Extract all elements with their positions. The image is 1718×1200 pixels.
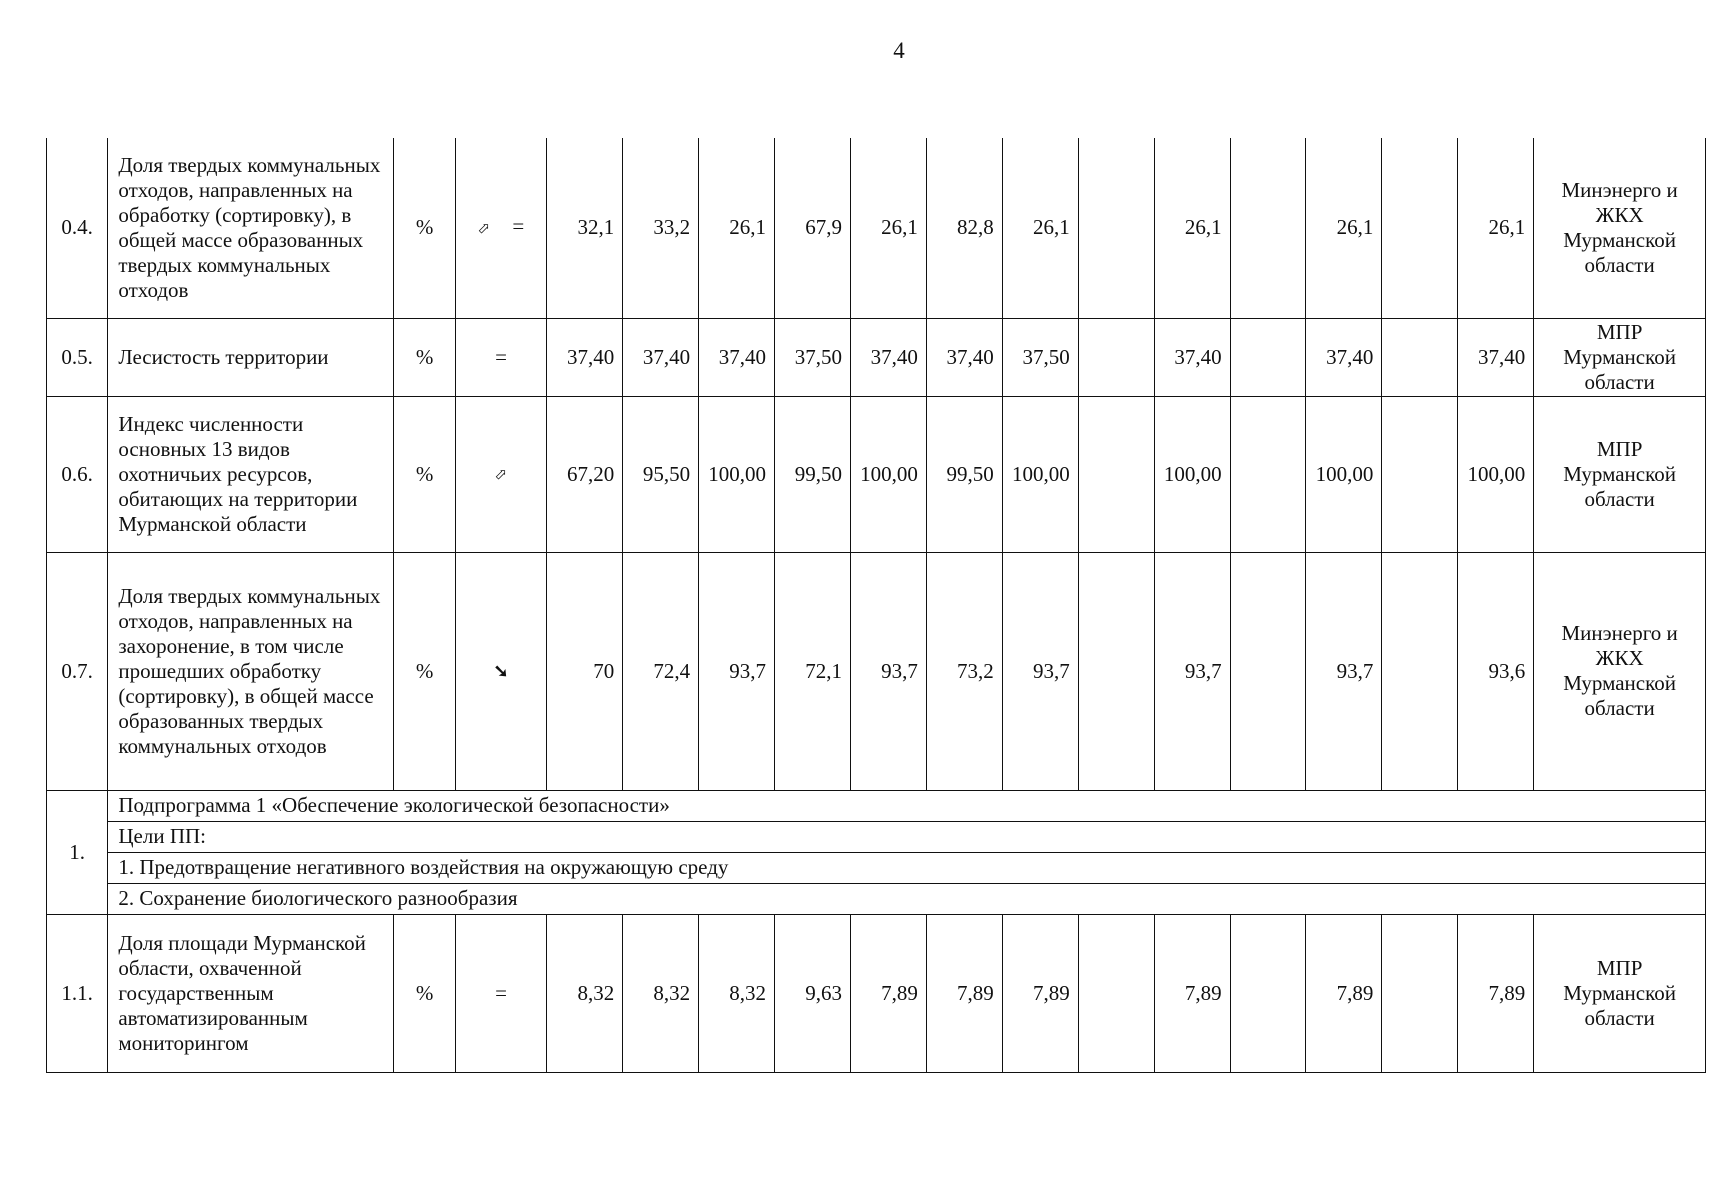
subprogram-row [47, 821, 1706, 852]
value-cell: 37,40 [850, 318, 926, 396]
value-cell [1382, 318, 1458, 396]
subprogram-row [47, 883, 1706, 914]
value-cell: 72,4 [623, 552, 699, 790]
indicator-name: Индекс численности основных 13 видов охотничьих ресурсов, обитающих на территории Мурманской области [108, 396, 394, 552]
value-cell: 37,40 [1306, 318, 1382, 396]
up-right-arrow-icon: ⬀ [477, 220, 491, 237]
value-cell: 32,1 [547, 138, 623, 318]
trend-equal-sign: = [495, 344, 507, 369]
value-cell [1078, 552, 1154, 790]
row-number: 0.7. [47, 552, 108, 790]
value-cell: 37,40 [926, 318, 1002, 396]
value-cell: 93,7 [699, 552, 775, 790]
value-cell: 26,1 [699, 138, 775, 318]
row-number: 1.1. [47, 914, 108, 1072]
value-cell [1382, 914, 1458, 1072]
subprogram-number: 1. [47, 790, 108, 914]
value-cell: 100,00 [1306, 396, 1382, 552]
value-cell: 100,00 [850, 396, 926, 552]
value-cell: 7,89 [1458, 914, 1534, 1072]
indicators-table [46, 138, 1706, 1073]
value-cell: 82,8 [926, 138, 1002, 318]
value-cell: 37,50 [775, 318, 851, 396]
value-cell: 26,1 [850, 138, 926, 318]
table-row [47, 552, 1706, 790]
value-cell: 37,40 [1458, 318, 1534, 396]
value-cell: 37,40 [699, 318, 775, 396]
value-cell [1078, 914, 1154, 1072]
value-cell: 70 [547, 552, 623, 790]
value-cell: 26,1 [1154, 138, 1230, 318]
value-cell: 9,63 [775, 914, 851, 1072]
table-row [47, 396, 1706, 552]
value-cell: 72,1 [775, 552, 851, 790]
value-cell [1382, 552, 1458, 790]
value-cell: 100,00 [1154, 396, 1230, 552]
value-cell: 26,1 [1002, 138, 1078, 318]
value-cell [1382, 396, 1458, 552]
value-cell: 37,40 [1154, 318, 1230, 396]
value-cell [1230, 138, 1306, 318]
responsible-org: Минэнерго и ЖКХ Мурманской области [1534, 138, 1706, 318]
value-cell: 8,32 [623, 914, 699, 1072]
row-number: 0.5. [47, 318, 108, 396]
responsible-org: МПР Мурманской области [1534, 318, 1706, 396]
row-number: 0.4. [47, 138, 108, 318]
value-cell [1230, 396, 1306, 552]
trend-cell [455, 318, 547, 396]
value-cell: 37,50 [1002, 318, 1078, 396]
subprogram-row [47, 852, 1706, 883]
table-row [47, 914, 1706, 1072]
indicator-name: Доля площади Мурманской области, охваченной государственным автоматизированным мониторингом [108, 914, 394, 1072]
up-right-arrow-icon: ⬀ [494, 467, 508, 483]
value-cell [1230, 914, 1306, 1072]
value-cell: 26,1 [1458, 138, 1534, 318]
value-cell: 8,32 [699, 914, 775, 1072]
value-cell [1078, 138, 1154, 318]
unit-cell: % [394, 138, 455, 318]
value-cell: 7,89 [1154, 914, 1230, 1072]
value-cell: 100,00 [699, 396, 775, 552]
value-cell: 67,9 [775, 138, 851, 318]
value-cell: 67,20 [547, 396, 623, 552]
value-cell: 100,00 [1458, 396, 1534, 552]
trend-equal-sign: = [512, 213, 525, 238]
value-cell: 93,6 [1458, 552, 1534, 790]
value-cell: 99,50 [926, 396, 1002, 552]
value-cell: 95,50 [623, 396, 699, 552]
value-cell [1230, 318, 1306, 396]
value-cell: 100,00 [1002, 396, 1078, 552]
value-cell: 8,32 [547, 914, 623, 1072]
responsible-org: Минэнерго и ЖКХ Мурманской области [1534, 552, 1706, 790]
trend-cell [455, 552, 547, 790]
responsible-org: МПР Мурманской области [1534, 914, 1706, 1072]
value-cell: 93,7 [1154, 552, 1230, 790]
value-cell [1382, 138, 1458, 318]
value-cell: 93,7 [1306, 552, 1382, 790]
goal-2: 2. Сохранение биологического разнообразия [108, 883, 1706, 914]
value-cell: 37,40 [623, 318, 699, 396]
goal-1: 1. Предотвращение негативного воздействия на окружающую среду [108, 852, 1706, 883]
unit-cell: % [394, 552, 455, 790]
value-cell [1230, 552, 1306, 790]
value-cell: 7,89 [926, 914, 1002, 1072]
value-cell [1078, 396, 1154, 552]
unit-cell: % [394, 396, 455, 552]
value-cell: 73,2 [926, 552, 1002, 790]
value-cell: 7,89 [1002, 914, 1078, 1072]
value-cell: 99,50 [775, 396, 851, 552]
down-right-arrow-icon: ➘ [493, 661, 509, 681]
table-row [47, 318, 1706, 396]
indicator-name: Лесистость территории [108, 318, 394, 396]
value-cell: 26,1 [1306, 138, 1382, 318]
row-number: 0.6. [47, 396, 108, 552]
goals-label: Цели ПП: [108, 821, 1706, 852]
trend-cell [455, 396, 547, 552]
indicator-name: Доля твердых коммунальных отходов, направленных на захоронение, в том числе прошедших обработку (сортировку), в общей массе образованных твердых коммунальных отходов [108, 552, 394, 790]
value-cell: 7,89 [1306, 914, 1382, 1072]
subprogram-title: Подпрограмма 1 «Обеспечение экологической безопасности» [108, 790, 1706, 821]
trend-cell: = [455, 914, 547, 1072]
value-cell: 93,7 [1002, 552, 1078, 790]
value-cell: 37,40 [547, 318, 623, 396]
table-row [47, 138, 1706, 318]
responsible-org: МПР Мурманской области [1534, 396, 1706, 552]
indicator-name: Доля твердых коммунальных отходов, направленных на обработку (сортировку), в общей массе образованных твердых коммунальных отходов [108, 138, 394, 318]
unit-cell: % [394, 914, 455, 1072]
subprogram-row [47, 790, 1706, 821]
page-number: 4 [893, 38, 905, 63]
value-cell: 7,89 [850, 914, 926, 1072]
value-cell: 93,7 [850, 552, 926, 790]
value-cell: 33,2 [623, 138, 699, 318]
trend-cell [455, 138, 547, 318]
value-cell [1078, 318, 1154, 396]
unit-cell: % [394, 318, 455, 396]
